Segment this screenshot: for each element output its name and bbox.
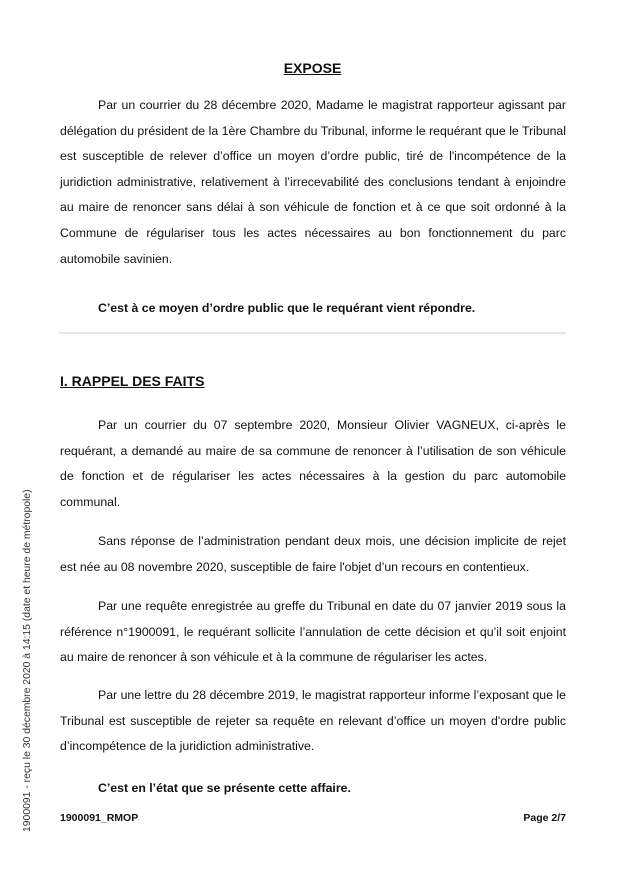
expose-conclusion: C’est à ce moyen d’ordre public que le requérant vient répondre.	[98, 301, 476, 315]
receipt-stamp: 1900091 - reçu le 30 décembre 2020 à 14:15 (date et heure de métropole)	[22, 489, 33, 832]
facts-paragraph: Sans réponse de l’administration pendant deux mois, une décision implicite de rejet est née au 08 novembre 2020, susceptible de faire l'objet d’un recours en contentieux.	[60, 534, 566, 574]
facts-paragraph: Par une requête enregistrée au greffe du Tribunal en date du 07 janvier 2019 sous la référence n°1900091, le requérant sollicite l’annulation de cette décision et qu’il soit enjoint au maire de renoncer à son véhicule et à la commune de régulariser les actes.	[60, 599, 566, 665]
section-title-rappel-des-faits: I. RAPPEL DES FAITS	[60, 373, 205, 389]
expose-paragraph: Par un courrier du 28 décembre 2020, Madame le magistrat rapporteur agissant par délégation du président de la 1ère Chambre du Tribunal, informe le requérant que le Tribunal est susceptible de relever d’office un moyen d’ordre public, tiré de l'incompétence de la juridiction administrative, relativement à l’irrecevabilité des conclusions tendant à enjoindre au maire de renoncer sans délai à son véhicule de fonction et à ce que soit ordonné à la Commune de régulariser tous les actes nécessaires au bon fonctionnement du parc automobile savinien.	[60, 98, 566, 266]
facts-paragraph: Par un courrier du 07 septembre 2020, Monsieur Olivier VAGNEUX, ci-après le requérant, a demandé au maire de sa commune de renoncer à l’utilisation de son véhicule de fonction et de régulariser les actes nécessaires à la gestion du parc automobile communal.	[60, 418, 566, 509]
footer-page-number: Page 2/7	[523, 812, 566, 824]
section-divider	[59, 332, 566, 334]
expose-heading: EXPOSE	[283, 60, 342, 76]
facts-conclusion: C’est en l’état que se présente cette affaire.	[98, 781, 351, 795]
facts-paragraph: Par une lettre du 28 décembre 2019, le magistrat rapporteur informe l’exposant que le Tribunal est susceptible de rejeter sa requête en relevant d’office un moyen d'ordre public d’incompétence de la juridiction administrative.	[60, 688, 566, 754]
footer-reference: 1900091_RMOP	[60, 812, 139, 824]
